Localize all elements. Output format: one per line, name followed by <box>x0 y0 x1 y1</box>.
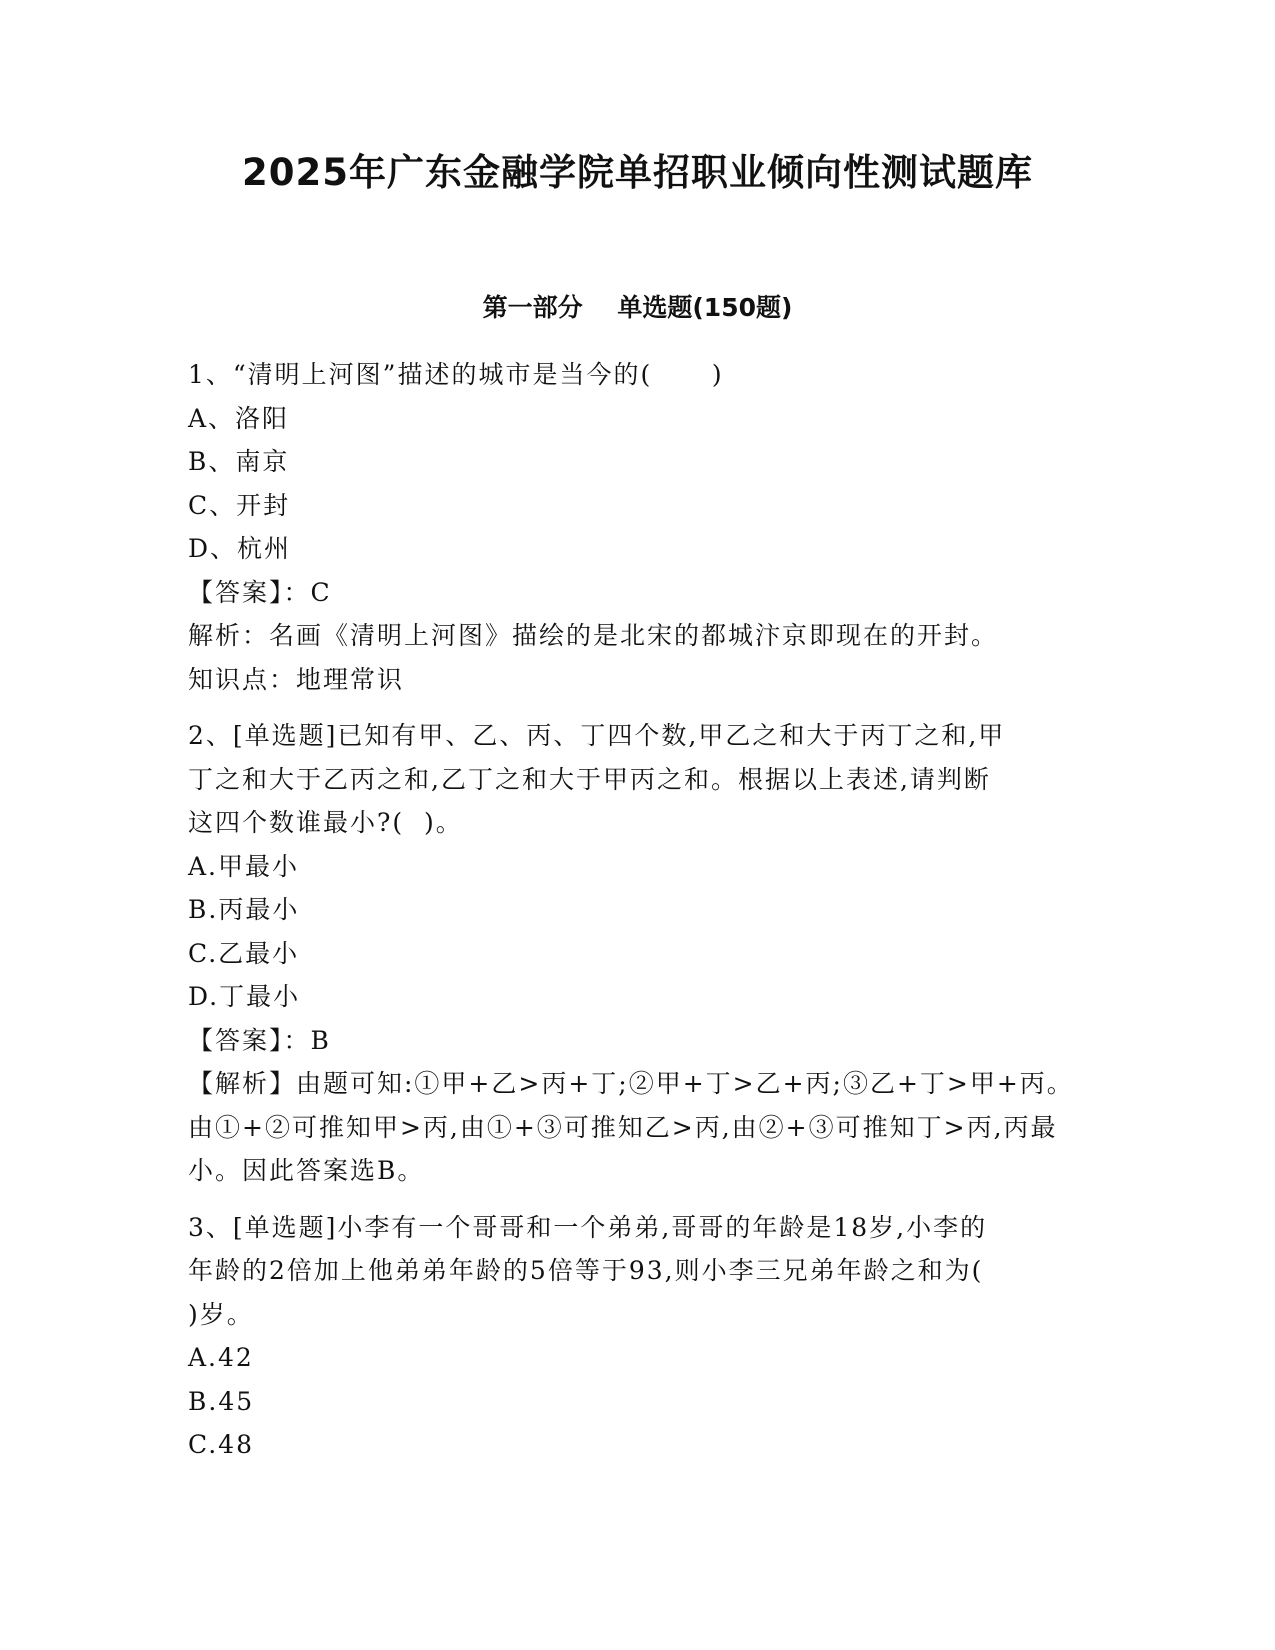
option-c: C、开封 <box>188 490 291 520</box>
option-b: B.45 <box>188 1386 255 1416</box>
option-b: B、南京 <box>188 447 290 476</box>
explanation-line: 解析：名画《清明上河图》描绘的是北宋的都城汴京即现在的开封。 <box>188 621 999 650</box>
question-stem: )岁。 <box>188 1299 254 1329</box>
question-stem: 1、“清明上河图”描述的城市是当今的( ) <box>188 360 724 389</box>
document-title: 2025年广东金融学院单招职业倾向性测试题库 <box>242 151 1033 194</box>
explanation-line: 小。因此答案选B。 <box>188 1156 425 1185</box>
question-stem: 2、[单选题]已知有甲、乙、丙、丁四个数,甲乙之和大于丙丁之和,甲 <box>188 721 1006 750</box>
option-c: C.乙最小 <box>188 938 300 968</box>
question-3 <box>188 1206 1088 1467</box>
question-stem: 3、[单选题]小李有一个哥哥和一个弟弟,哥哥的年龄是18岁,小李的 <box>188 1212 988 1242</box>
knowledge-point-line: 知识点：地理常识 <box>188 664 405 694</box>
option-d: D.丁最小 <box>188 982 301 1011</box>
option-a: A.甲最小 <box>188 851 300 881</box>
explanation-line: 由①+②可推知甲>丙,由①+③可推知乙>丙,由②+③可推知丁>丙,丙最 <box>188 1112 1058 1142</box>
question-stem: 丁之和大于乙丙之和,乙丁之和大于甲丙之和。根据以上表述,请判断 <box>188 764 991 794</box>
option-d: D、杭州 <box>188 534 292 563</box>
question-list <box>188 353 1088 1467</box>
answer-line: 【答案】：B <box>188 1025 331 1055</box>
option-a: A.42 <box>188 1343 254 1372</box>
option-c: C.48 <box>188 1430 254 1459</box>
question-2 <box>188 714 1088 1193</box>
section-title: 第一部分 单选题(150题) <box>482 293 793 322</box>
option-a: A、洛阳 <box>188 403 290 433</box>
answer-line: 【答案】：C <box>188 577 332 607</box>
explanation-line: 【解析】由题可知:①甲+乙>丙+丁;②甲+丁>乙+丙;③乙+丁>甲+丙。 <box>188 1069 1074 1098</box>
question-1 <box>188 353 1088 701</box>
option-b: B.丙最小 <box>188 895 300 924</box>
question-stem: 这四个数谁最小?( )。 <box>188 808 463 837</box>
question-stem: 年龄的2倍加上他弟弟年龄的5倍等于93,则小李三兄弟年龄之和为( <box>188 1256 984 1285</box>
